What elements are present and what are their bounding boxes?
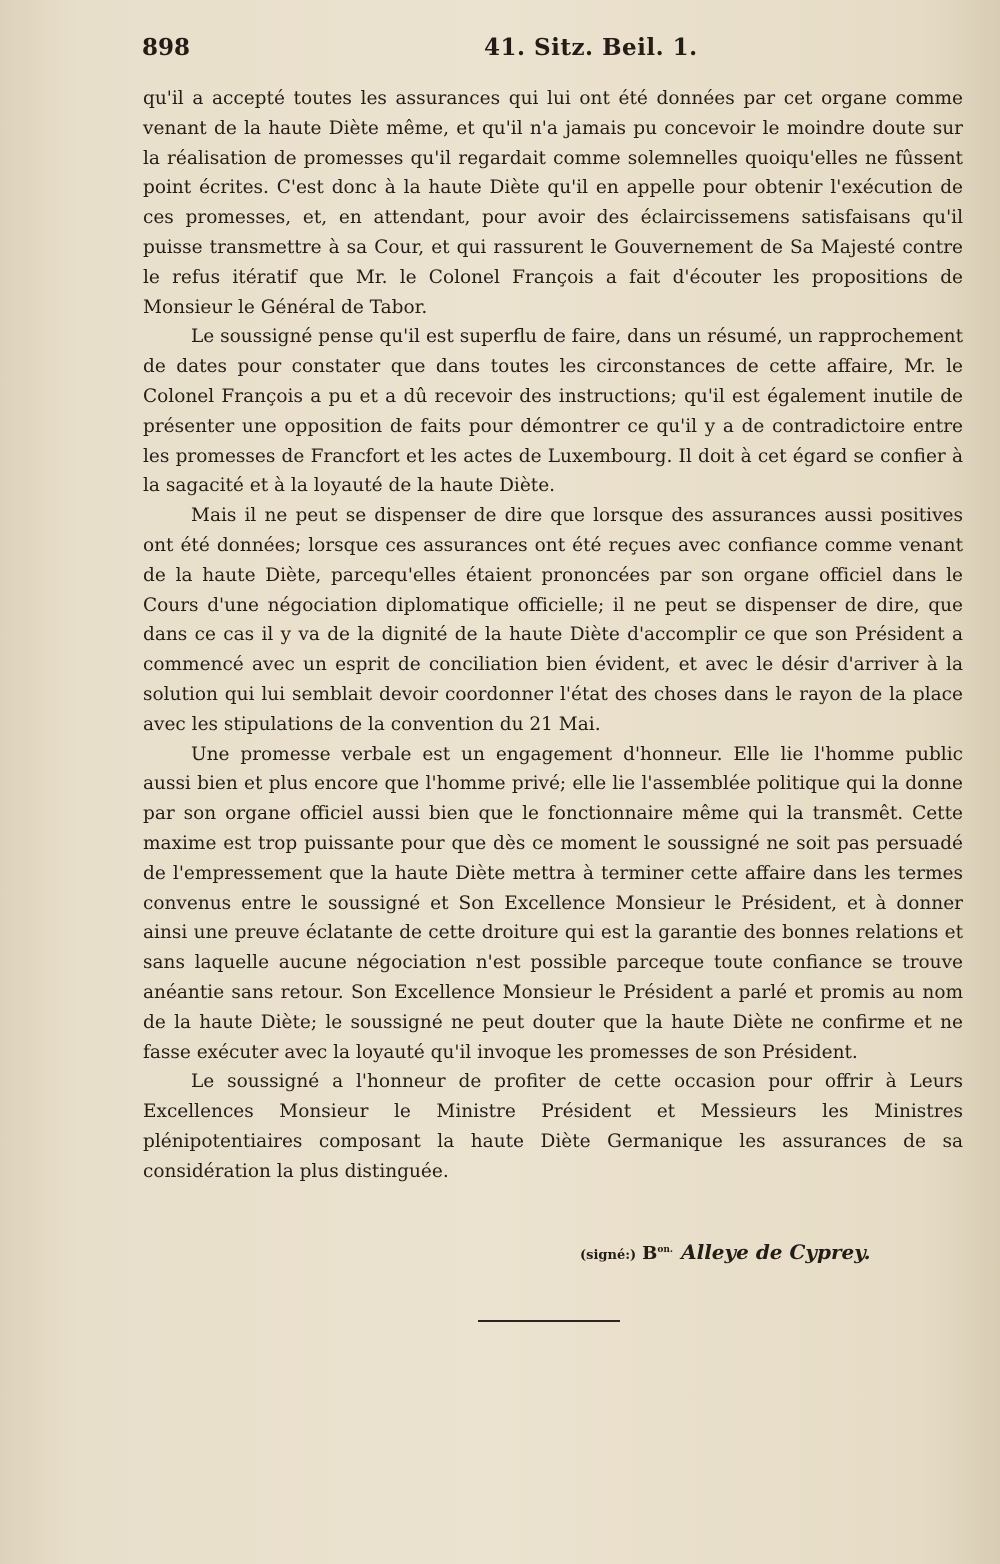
page-number: 898 xyxy=(142,34,191,61)
closing-rule xyxy=(478,1320,620,1322)
signature-title-sup: on. xyxy=(657,1245,674,1255)
signature-title-letter: B xyxy=(642,1243,658,1264)
signature-line xyxy=(580,1240,871,1264)
page-header xyxy=(142,34,962,70)
paragraph-closing: Le soussigné a l'honneur de profiter de cette occasion pour offrir à Leurs Excellences Monsieur le Ministre Président et Messieurs les Ministres plénipotentiaires composant la haute Diète Germanique les assurances de sa considération la plus distinguée. xyxy=(143,1071,963,1182)
signature-name: Alleye de Cyprey. xyxy=(681,1240,871,1264)
signature-title xyxy=(642,1243,673,1264)
paragraph-continuation: qu'il a accepté toutes les assurances qui lui ont été données par cet organe comme venant de la haute Diète même, et qu'il n'a jamais pu concevoir le moindre doute sur la réalisation de promesses qu'il regardait comme solemnelles quoiqu'elles ne fûssent point écrites. C'est donc à la haute Diète qu'il en appelle pour obtenir l'exécution de ces promesses, et, en attendant, pour avoir des éclaircissemens satisfaisans qu'il puisse transmettre à sa Cour, et qui rassurent le Gouvernement de Sa Majesté contre le refus itératif que Mr. le Colonel François a fait d'écouter les propositions de Monsieur le Général de Tabor. xyxy=(143,88,963,318)
signature-prefix: (signé:) xyxy=(580,1248,637,1263)
body-text xyxy=(143,84,963,1186)
paragraph: Le soussigné pense qu'il est superflu de faire, dans un résumé, un rapprochement de dates pour constater que dans toutes les circonstances de cette affaire, Mr. le Colonel François a pu et a dû recevoir des instructions; qu'il est également inutile de présenter une opposition de faits pour démontrer ce qu'il y a de contradictoire entre les promesses de Francfort et les actes de Luxembourg. Il doit à cet égard se confier à la sagacité et à la loyauté de la haute Diète. xyxy=(143,326,963,497)
running-head: 41. Sitz. Beil. 1. xyxy=(484,34,698,61)
paragraph: Une promesse verbale est un engagement d'honneur. Elle lie l'homme public aussi bien et plus encore que l'homme privé; elle lie l'assemblée politique qui la donne par son organe officiel aussi bien que le fonctionnaire même qui la transmêt. Cette maxime est trop puissante pour que dès ce moment le soussigné ne soit pas persuadé de l'empressement que la haute Diète mettra à terminer cette affaire dans les termes convenus entre le soussigné et Son Excellence Monsieur le Président, et à donner ainsi une preuve éclatante de cette droiture qui est la garantie des bonnes relations et sans laquelle aucune négociation n'est possible parceque toute confiance se trouve anéantie sans retour. Son Excellence Monsieur le Président a parlé et promis au nom de la haute Diète; le soussigné ne peut douter que la haute Diète ne confirme et ne fasse exécuter avec la loyauté qu'il invoque les promesses de son Président. xyxy=(143,743,963,1063)
paragraph: Mais il ne peut se dispenser de dire que lorsque des assurances aussi positives ont été données; lorsque ces assurances ont été reçues avec confiance comme venant de la haute Diète, parcequ'elles étaient prononcées par son organe officiel dans le Cours d'une négociation diplomatique officielle; il ne peut se dispenser de dire, que dans ce cas il y va de la dignité de la haute Diète d'accomplir ce que son Président a commencé avec un esprit de conciliation bien évident, et avec le désir d'arriver à la solution qui lui semblait devoir coordonner l'état des choses dans le rayon de la place avec les stipulations de la convention du 21 Mai. xyxy=(143,505,963,735)
